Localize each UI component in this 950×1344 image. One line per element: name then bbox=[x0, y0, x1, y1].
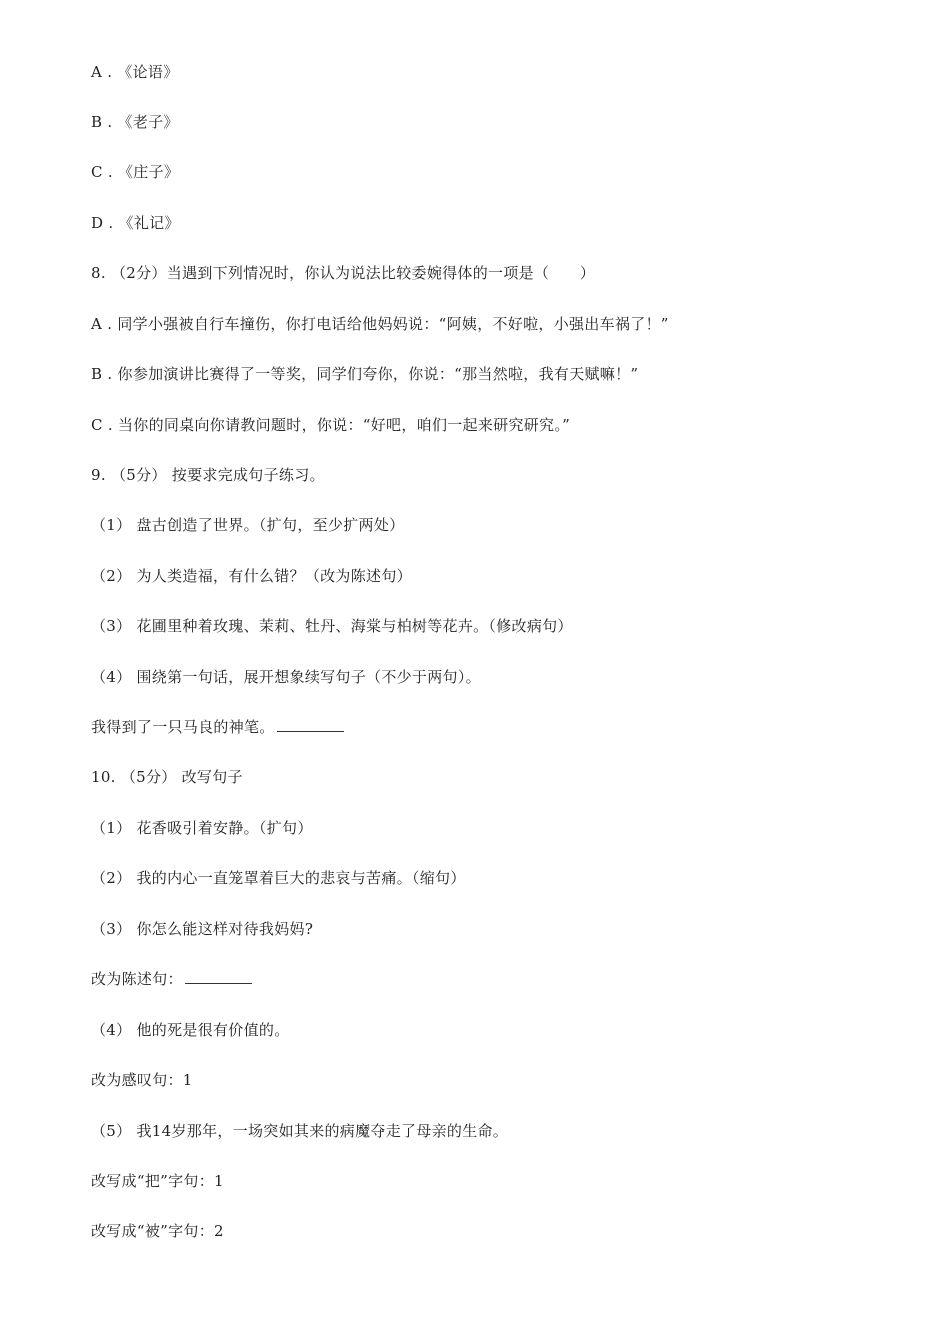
q10-item-3-answer-label: 改为陈述句： bbox=[91, 970, 183, 988]
q7-option-c: C . 《庄子》 bbox=[91, 163, 180, 181]
q9-item-4: （4） 围绕第一句话，展开想象续写句子（不少于两句）。 bbox=[91, 668, 481, 686]
q8-option-c: C . 当你的同桌向你请教问题时，你说：“好吧，咱们一起来研究研究。” bbox=[91, 416, 571, 434]
q9-answer-line bbox=[91, 717, 344, 737]
q7-option-d: D . 《礼记》 bbox=[91, 214, 180, 232]
answer-blank[interactable] bbox=[185, 969, 252, 984]
q9-stem: 9. （5分） 按要求完成句子练习。 bbox=[91, 466, 325, 484]
q8-stem: 8. （2分）当遇到下列情况时，你认为说法比较委婉得体的一项是（ ） bbox=[91, 264, 596, 282]
q10-item-4-answer: 改为感叹句：1 bbox=[91, 1071, 193, 1089]
q8-option-a: A . 同学小强被自行车撞伤，你打电话给他妈妈说：“阿姨，不好啦，小强出车祸了！” bbox=[91, 315, 669, 333]
q9-item-1: （1） 盘古创造了世界。（扩句，至少扩两处） bbox=[91, 516, 405, 534]
q9-item-3: （3） 花圃里种着玫瑰、茉莉、牡丹、海棠与柏树等花卉。（修改病句） bbox=[91, 617, 573, 635]
q10-item-5-answer-1: 改写成“把”字句：1 bbox=[91, 1172, 224, 1190]
q7-option-a: A . 《论语》 bbox=[91, 63, 179, 81]
answer-blank[interactable] bbox=[277, 717, 344, 732]
q10-stem: 10. （5分） 改写句子 bbox=[91, 768, 243, 786]
q10-item-1: （1） 花香吸引着安静。（扩句） bbox=[91, 819, 313, 837]
q9-item-2: （2） 为人类造福，有什么错？（改为陈述句） bbox=[91, 567, 412, 585]
q9-answer-prompt: 我得到了一只马良的神笔。 bbox=[91, 718, 275, 736]
q10-item-4: （4） 他的死是很有价值的。 bbox=[91, 1021, 290, 1039]
q8-option-b: B . 你参加演讲比赛得了一等奖，同学们夸你，你说：“那当然啦，我有天赋嘛！” bbox=[91, 365, 639, 383]
q10-item-3-answer-line bbox=[91, 969, 252, 989]
q10-item-3: （3） 你怎么能这样对待我妈妈? bbox=[91, 920, 314, 938]
q10-item-5: （5） 我14岁那年，一场突如其来的病魔夺走了母亲的生命。 bbox=[91, 1122, 509, 1140]
q10-item-5-answer-2: 改写成“被”字句：2 bbox=[91, 1222, 224, 1240]
q10-item-2: （2） 我的内心一直笼罩着巨大的悲哀与苦痛。（缩句） bbox=[91, 869, 466, 887]
q7-option-b: B . 《老子》 bbox=[91, 113, 179, 131]
